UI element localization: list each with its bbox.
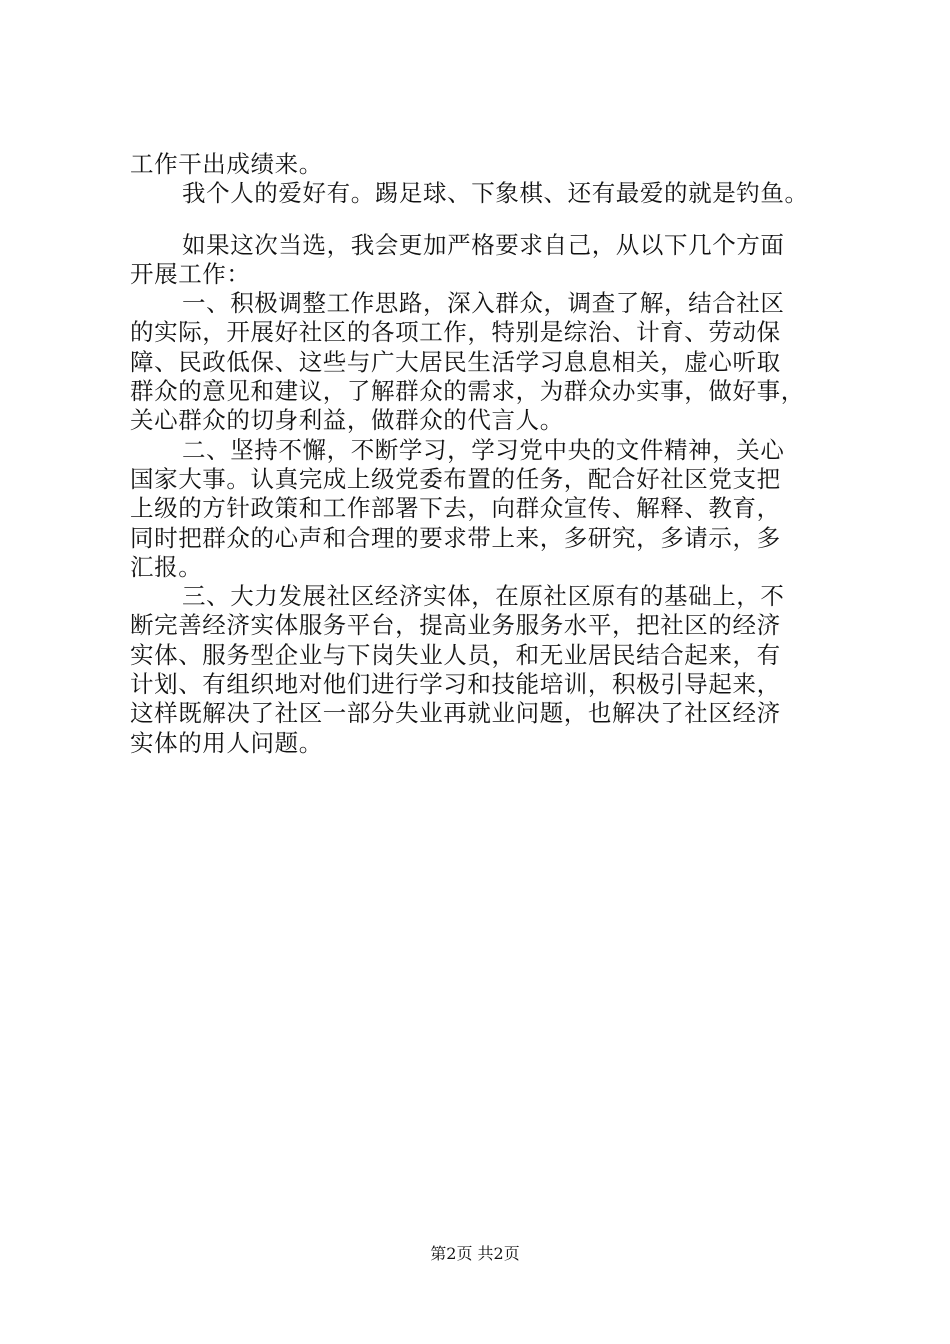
text-line: 我个人的爱好有。踢足球、下象棋、还有最爱的就是钓鱼。 (182, 179, 809, 208)
text-line: 实体、服务型企业与下岗失业人员，和无业居民结合起来，有 (130, 640, 781, 669)
text-line: 上级的方针政策和工作部署下去，向群众宣传、解释、教育， (130, 494, 781, 523)
text-line: 计划、有组织地对他们进行学习和技能培训，积极引导起来， (130, 670, 781, 699)
text-line: 关心群众的切身利益，做群众的代言人。 (130, 406, 564, 435)
text-line: 一、积极调整工作思路，深入群众，调查了解，结合社区 (182, 289, 785, 318)
document-body (130, 150, 850, 758)
text-line: 国家大事。认真完成上级党委布置的任务，配合好社区党支把 (130, 464, 781, 493)
text-line: 开展工作： (130, 259, 251, 288)
text-line: 三、大力发展社区经济实体，在原社区原有的基础上，不 (182, 582, 785, 611)
text-line: 这样既解决了社区一部分失业再就业问题，也解决了社区经济 (130, 699, 781, 728)
text-line: 障、民政低保、这些与广大居民生活学习息息相关，虚心听取 (130, 347, 781, 376)
paragraph-gap (130, 209, 850, 231)
text-line: 如果这次当选，我会更加严格要求自己，从以下几个方面 (182, 230, 785, 259)
text-line: 工作干出成绩来。 (130, 150, 323, 178)
text-line: 断完善经济实体服务平台，提高业务服务水平，把社区的经济 (130, 611, 781, 640)
page-number-footer: 第2页 共2页 (430, 1244, 520, 1263)
text-line: 群众的意见和建议，了解群众的需求，为群众办实事，做好事， (130, 377, 805, 406)
text-line: 实体的用人问题。 (130, 728, 323, 757)
text-line: 二、坚持不懈，不断学习，学习党中央的文件精神，关心 (182, 435, 785, 464)
text-line: 同时把群众的心声和合理的要求带上来，多研究，多请示，多 (130, 523, 781, 552)
text-line: 的实际，开展好社区的各项工作，特别是综治、计育、劳动保 (130, 318, 781, 347)
text-line: 汇报。 (130, 552, 203, 581)
